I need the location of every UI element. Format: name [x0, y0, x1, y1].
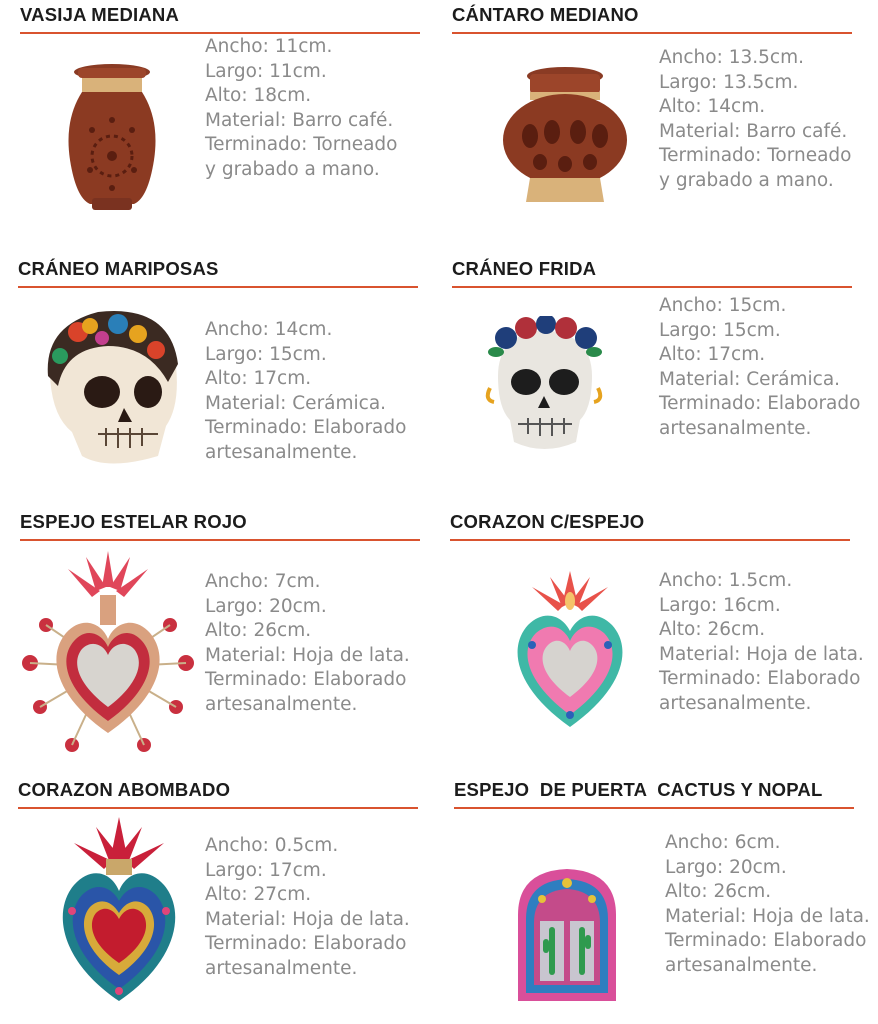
product-specs [659, 294, 860, 442]
clay-pitcher-image [500, 66, 630, 206]
spec-ancho: Ancho: 7cm. [205, 571, 321, 592]
spec-largo: Largo: 15cm. [659, 319, 781, 341]
red-star-mirror-image [16, 547, 200, 761]
product-specs [205, 570, 410, 718]
product-title: CORAZON ABOMBADO [18, 779, 231, 800]
product-title: CRÁNEO MARIPOSAS [18, 258, 219, 279]
spec-terminado: Terminado: Elaborado [659, 668, 861, 690]
title-rule [18, 286, 418, 288]
spec-largo: Largo: 17cm. [205, 859, 327, 881]
spec-terminado: Terminado: Elaborado [665, 930, 867, 952]
spec-largo: Largo: 16cm. [659, 594, 781, 616]
product-card-vasija [20, 4, 420, 249]
spec-terminado: Terminado: Torneado [205, 134, 398, 156]
spec-ancho: Ancho: 1.5cm. [659, 570, 793, 591]
spec-material: Material: Barro café. [205, 109, 394, 131]
frida-skull-image [484, 316, 604, 456]
spec-ancho: Ancho: 0.5cm. [205, 835, 339, 856]
spec-largo: Largo: 15cm. [205, 343, 327, 365]
spec-ancho: Ancho: 15cm. [659, 295, 787, 316]
spec-alto: Alto: 18cm. [205, 85, 312, 107]
product-specs [205, 834, 410, 982]
spec-terminado: Terminado: Elaborado [205, 933, 407, 955]
product-title: VASIJA MEDIANA [20, 4, 180, 25]
cactus-door-mirror-image [512, 865, 622, 1005]
product-title: CÁNTARO MEDIANO [452, 4, 639, 25]
product-specs [659, 46, 851, 194]
title-rule [452, 32, 852, 34]
title-rule [452, 286, 852, 288]
product-card-cantaro [452, 4, 852, 249]
title-rule [20, 539, 420, 541]
spec-alto: Alto: 27cm. [205, 884, 312, 906]
product-specs [659, 569, 864, 717]
heart-mirror-image [510, 567, 630, 733]
product-card-espejo-estelar [20, 511, 420, 756]
product-card-corazon-abombado [18, 779, 418, 1024]
title-rule [454, 807, 854, 809]
product-specs [205, 35, 397, 183]
product-card-craneo-mariposas [18, 258, 418, 503]
spec-material: Material: Hoja de lata. [205, 644, 410, 666]
spec-terminado: Terminado: Elaborado [659, 393, 861, 415]
title-rule [450, 539, 850, 541]
spec-ancho: Ancho: 13.5cm. [659, 47, 804, 68]
spec-terminado: Terminado: Torneado [659, 145, 852, 167]
title-rule [18, 807, 418, 809]
spec-terminado-cont: artesanalmente. [205, 957, 358, 979]
spec-ancho: Ancho: 14cm. [205, 319, 333, 340]
spec-material: Material: Hoja de lata. [659, 643, 864, 665]
spec-terminado-cont: artesanalmente. [205, 441, 358, 463]
product-specs [665, 831, 870, 979]
spec-ancho: Ancho: 11cm. [205, 36, 333, 57]
spec-alto: Alto: 17cm. [205, 368, 312, 390]
spec-largo: Largo: 13.5cm. [659, 71, 799, 93]
spec-alto: Alto: 26cm. [665, 881, 772, 903]
spec-largo: Largo: 11cm. [205, 60, 327, 82]
spec-terminado-cont: artesanalmente. [659, 692, 812, 714]
butterfly-skull-image [38, 306, 180, 466]
clay-vase-image [62, 60, 162, 212]
product-title: ESPEJO ESTELAR ROJO [20, 511, 247, 532]
product-specs [205, 318, 406, 466]
spec-largo: Largo: 20cm. [665, 856, 787, 878]
product-title: CORAZON C/ESPEJO [450, 511, 645, 532]
product-card-corazon-espejo [450, 511, 864, 756]
title-rule [20, 32, 420, 34]
spec-material: Material: Hoja de lata. [205, 908, 410, 930]
product-title: CRÁNEO FRIDA [452, 258, 597, 279]
spec-largo: Largo: 20cm. [205, 595, 327, 617]
product-card-craneo-frida [452, 258, 861, 503]
spec-material: Material: Hoja de lata. [665, 905, 870, 927]
domed-heart-image [54, 815, 184, 1007]
spec-terminado-cont: artesanalmente. [205, 693, 358, 715]
spec-alto: Alto: 17cm. [659, 344, 766, 366]
spec-alto: Alto: 26cm. [205, 620, 312, 642]
spec-terminado-cont: artesanalmente. [665, 954, 818, 976]
spec-terminado-cont: artesanalmente. [659, 417, 812, 439]
spec-alto: Alto: 14cm. [659, 96, 766, 118]
spec-material: Material: Cerámica. [659, 368, 841, 390]
spec-terminado-cont: y grabado a mano. [659, 169, 834, 191]
spec-ancho: Ancho: 6cm. [665, 832, 781, 853]
spec-alto: Alto: 26cm. [659, 619, 766, 641]
spec-terminado: Terminado: Elaborado [205, 669, 407, 691]
spec-material: Material: Cerámica. [205, 392, 387, 414]
spec-terminado-cont: y grabado a mano. [205, 158, 380, 180]
product-title: ESPEJO DE PUERTA CACTUS Y NOPAL [454, 779, 823, 800]
spec-material: Material: Barro café. [659, 120, 848, 142]
product-card-espejo-cactus [454, 779, 870, 1024]
spec-terminado: Terminado: Elaborado [205, 417, 407, 439]
